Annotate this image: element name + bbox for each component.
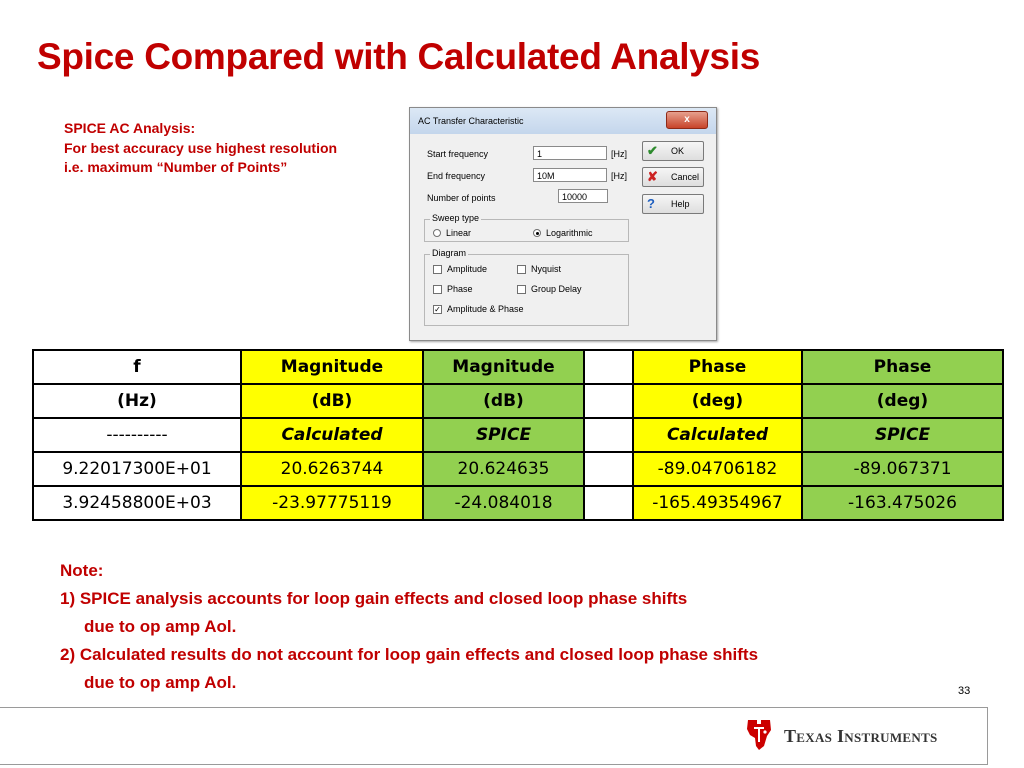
table-header-cell: Magnitude bbox=[423, 350, 584, 384]
table-cell: -163.475026 bbox=[802, 486, 1003, 520]
table-cell: -165.49354967 bbox=[633, 486, 802, 520]
table-row bbox=[33, 452, 1003, 486]
table-header-cell: Calculated bbox=[241, 418, 423, 452]
table-spacer-cell bbox=[584, 418, 633, 452]
diagram-label: Diagram bbox=[432, 248, 467, 258]
table-header-cell: f bbox=[33, 350, 241, 384]
intro-line: For best accuracy use highest resolution bbox=[64, 139, 338, 156]
intro-text bbox=[64, 119, 337, 178]
x-mark-icon: ✘ bbox=[647, 169, 658, 184]
dialog-title-bar bbox=[410, 108, 716, 134]
company-name: Texas Instruments bbox=[784, 726, 938, 746]
notes-block bbox=[60, 557, 758, 697]
ac-transfer-dialog bbox=[409, 107, 717, 341]
diagram-group bbox=[424, 248, 629, 326]
comparison-table bbox=[32, 349, 1004, 521]
table-cell: -23.97775119 bbox=[241, 486, 423, 520]
amplitude-phase-checkbox[interactable]: ✓ bbox=[434, 305, 441, 314]
note-line: 1) SPICE analysis accounts for loop gain effects and closed loop phase shifts bbox=[60, 589, 688, 608]
nyquist-checkbox[interactable] bbox=[517, 265, 526, 274]
note-line: Note: bbox=[60, 561, 104, 580]
note-line: due to op amp Aol. bbox=[84, 617, 237, 636]
check-icon: ✔ bbox=[647, 143, 658, 158]
page-number: 33 bbox=[958, 685, 971, 697]
table-header-cell: (deg) bbox=[633, 384, 802, 418]
logarithmic-radio[interactable] bbox=[533, 229, 541, 237]
table-header-cell: Phase bbox=[802, 350, 1003, 384]
ti-logo-icon bbox=[744, 718, 774, 752]
slide-title: Spice Compared with Calculated Analysis bbox=[37, 36, 761, 77]
dialog-title: AC Transfer Characteristic bbox=[418, 116, 524, 126]
close-icon[interactable]: x bbox=[666, 111, 708, 129]
start-frequency-label: Start frequency bbox=[427, 149, 489, 159]
help-button[interactable] bbox=[642, 194, 704, 214]
note-line: 2) Calculated results do not account for loop gain effects and closed loop phase shifts bbox=[60, 645, 759, 664]
end-frequency-input[interactable]: 10M bbox=[533, 168, 607, 182]
table-header-cell: (deg) bbox=[802, 384, 1003, 418]
cancel-button[interactable] bbox=[642, 167, 704, 187]
start-frequency-unit: [Hz] bbox=[611, 149, 628, 159]
note-line: due to op amp Aol. bbox=[84, 673, 237, 692]
nyquist-label: Nyquist bbox=[531, 264, 562, 274]
linear-radio[interactable] bbox=[433, 229, 441, 237]
amplitude-label: Amplitude bbox=[447, 264, 488, 274]
intro-line: i.e. maximum “Number of Points” bbox=[64, 159, 288, 175]
group-delay-checkbox[interactable] bbox=[517, 285, 526, 294]
end-frequency-unit: [Hz] bbox=[611, 171, 628, 181]
table-header-row bbox=[33, 384, 1003, 418]
phase-label: Phase bbox=[447, 284, 473, 294]
intro-line: SPICE AC Analysis: bbox=[64, 120, 196, 136]
logarithmic-radio-label: Logarithmic bbox=[546, 228, 593, 238]
start-frequency-input[interactable]: 1 bbox=[533, 146, 607, 160]
table-header-cell: (Hz) bbox=[33, 384, 241, 418]
table-cell: 20.624635 bbox=[423, 452, 584, 486]
table-cell: -24.084018 bbox=[423, 486, 584, 520]
cancel-button-label: Cancel bbox=[671, 172, 700, 182]
ok-button[interactable] bbox=[642, 141, 704, 161]
table-header-cell: Magnitude bbox=[241, 350, 423, 384]
table-header-row bbox=[33, 350, 1003, 384]
table-header-cell: Calculated bbox=[633, 418, 802, 452]
table-header-cell: SPICE bbox=[802, 418, 1003, 452]
table-header-cell: (dB) bbox=[241, 384, 423, 418]
end-frequency-label: End frequency bbox=[427, 171, 486, 181]
table-spacer-cell bbox=[584, 486, 633, 520]
linear-radio-label: Linear bbox=[446, 228, 472, 238]
ok-button-label: OK bbox=[671, 146, 685, 156]
table-cell: -89.04706182 bbox=[633, 452, 802, 486]
table-row bbox=[33, 486, 1003, 520]
table-header-cell: ---------- bbox=[33, 418, 241, 452]
phase-checkbox[interactable] bbox=[433, 285, 442, 294]
table-header-cell: Phase bbox=[633, 350, 802, 384]
table-spacer-cell bbox=[584, 350, 633, 384]
help-button-label: Help bbox=[671, 199, 690, 209]
table-spacer-cell bbox=[584, 452, 633, 486]
group-delay-label: Group Delay bbox=[531, 284, 582, 294]
sweep-type-label: Sweep type bbox=[432, 213, 480, 223]
table-cell: 9.22017300E+01 bbox=[33, 452, 241, 486]
sweep-type-group bbox=[424, 213, 629, 242]
table-header-cell: SPICE bbox=[423, 418, 584, 452]
number-of-points-label: Number of points bbox=[427, 193, 496, 203]
table-spacer-cell bbox=[584, 384, 633, 418]
table-cell: -89.067371 bbox=[802, 452, 1003, 486]
number-of-points-input[interactable]: 10000 bbox=[558, 189, 608, 203]
amplitude-checkbox[interactable] bbox=[433, 265, 442, 274]
table-cell: 20.6263744 bbox=[241, 452, 423, 486]
table-header-row bbox=[33, 418, 1003, 452]
amplitude-phase-label: Amplitude & Phase bbox=[447, 304, 524, 314]
table-header-cell: (dB) bbox=[423, 384, 584, 418]
table-cell: 3.92458800E+03 bbox=[33, 486, 241, 520]
question-icon: ? bbox=[647, 196, 655, 211]
